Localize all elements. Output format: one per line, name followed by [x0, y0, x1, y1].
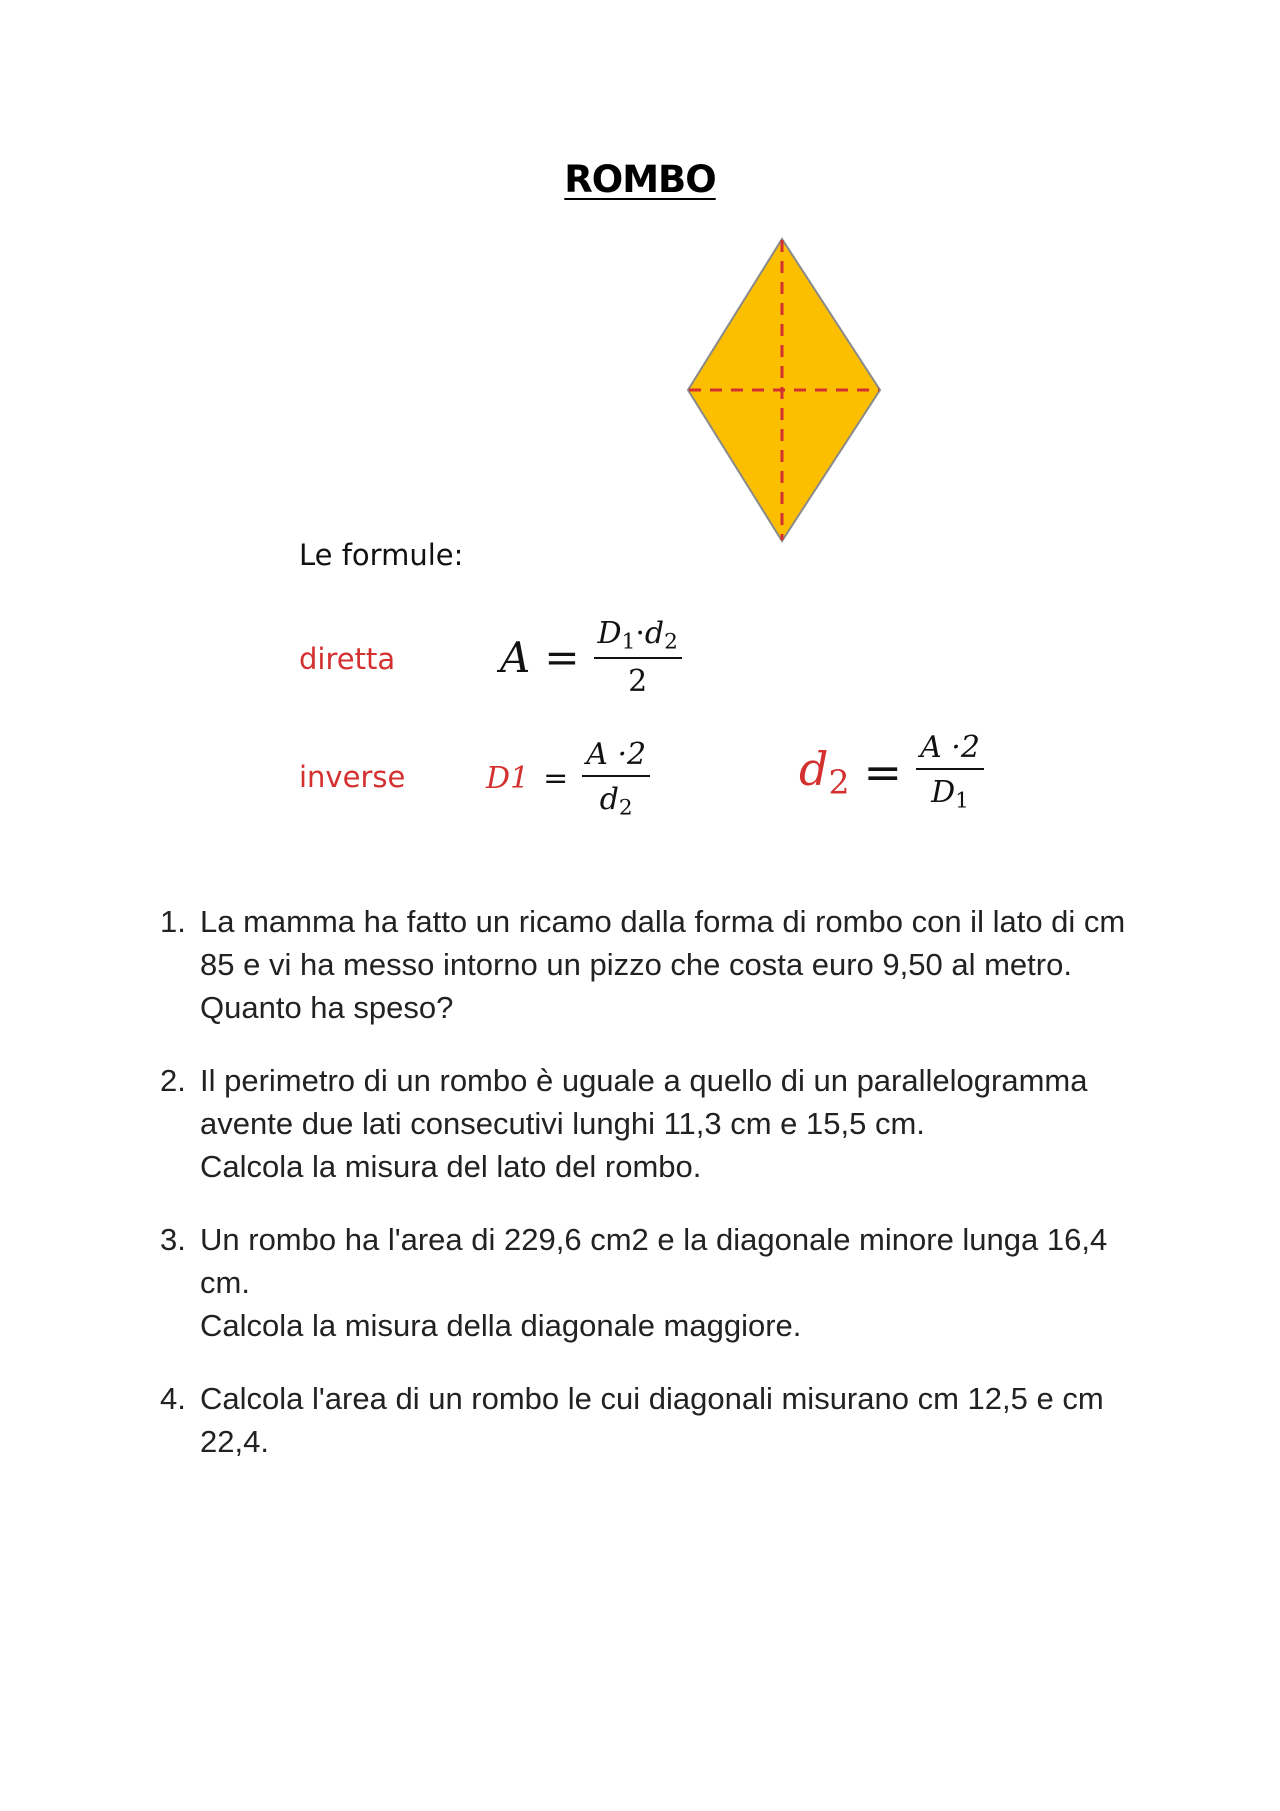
area-numerator: $D_1\cdot d_2$: [594, 616, 682, 659]
area-formula: [500, 616, 682, 699]
area-fraction: [594, 616, 682, 699]
problem-item: [150, 1377, 1160, 1463]
major-diagonal-formula: [486, 737, 650, 820]
problem-number: 4.: [160, 1381, 186, 1416]
problem-item: [150, 1059, 1160, 1188]
problem-item: [150, 1218, 1160, 1347]
problem-number: 1.: [160, 904, 186, 939]
problem-question: Quanto ha speso?: [200, 990, 454, 1025]
rhombus-figure: [686, 236, 886, 546]
problem-text: La mamma ha fatto un ricamo dalla forma di rombo con il lato di cm 85 e vi ha messo intorno un pizzo che costa euro 9,50 al metro.: [200, 904, 1126, 982]
problem-text: Il perimetro di un rombo è uguale a quello di un parallelogramma avente due lati consecutivi lunghi 11,3 cm e 15,5 cm.: [200, 1063, 1088, 1141]
formulas-label: Le formule:: [299, 538, 464, 572]
area-denominator: 2: [628, 664, 648, 700]
direct-formula-label: diretta: [299, 642, 396, 676]
major-diagonal-symbol: D1: [486, 761, 530, 797]
minor-diagonal-symbol: $d_2$: [799, 742, 850, 802]
major-diagonal-denominator: $d_2$: [599, 782, 633, 821]
minor-diagonal-numerator: A ·2: [916, 730, 984, 770]
minor-diagonal-denominator: $D_1$: [931, 775, 969, 814]
inverse-formula-label: inverse: [299, 760, 406, 794]
equals-sign: =: [543, 761, 569, 797]
major-diagonal-fraction: [582, 737, 650, 820]
area-symbol: A: [500, 633, 531, 683]
problem-question: Calcola la misura della diagonale maggiore.: [200, 1308, 802, 1343]
problem-text: Un rombo ha l'area di 229,6 cm2 e la diagonale minore lunga 16,4 cm.: [200, 1222, 1108, 1300]
problem-item: [150, 900, 1160, 1029]
equals-sign: =: [544, 633, 580, 683]
page-title: ROMBO: [564, 158, 716, 201]
problem-number: 3.: [160, 1222, 186, 1257]
problem-number: 2.: [160, 1063, 186, 1098]
major-diagonal-numerator: A ·2: [582, 737, 650, 777]
minor-diagonal-fraction: [916, 730, 984, 813]
problem-text: Calcola l'area di un rombo le cui diagonali misurano cm 12,5 e cm 22,4.: [200, 1381, 1104, 1459]
problems-list: [150, 900, 1160, 1493]
problem-question: Calcola la misura del lato del rombo.: [200, 1149, 702, 1184]
equals-sign: =: [863, 744, 903, 799]
minor-diagonal-formula: [799, 730, 984, 813]
